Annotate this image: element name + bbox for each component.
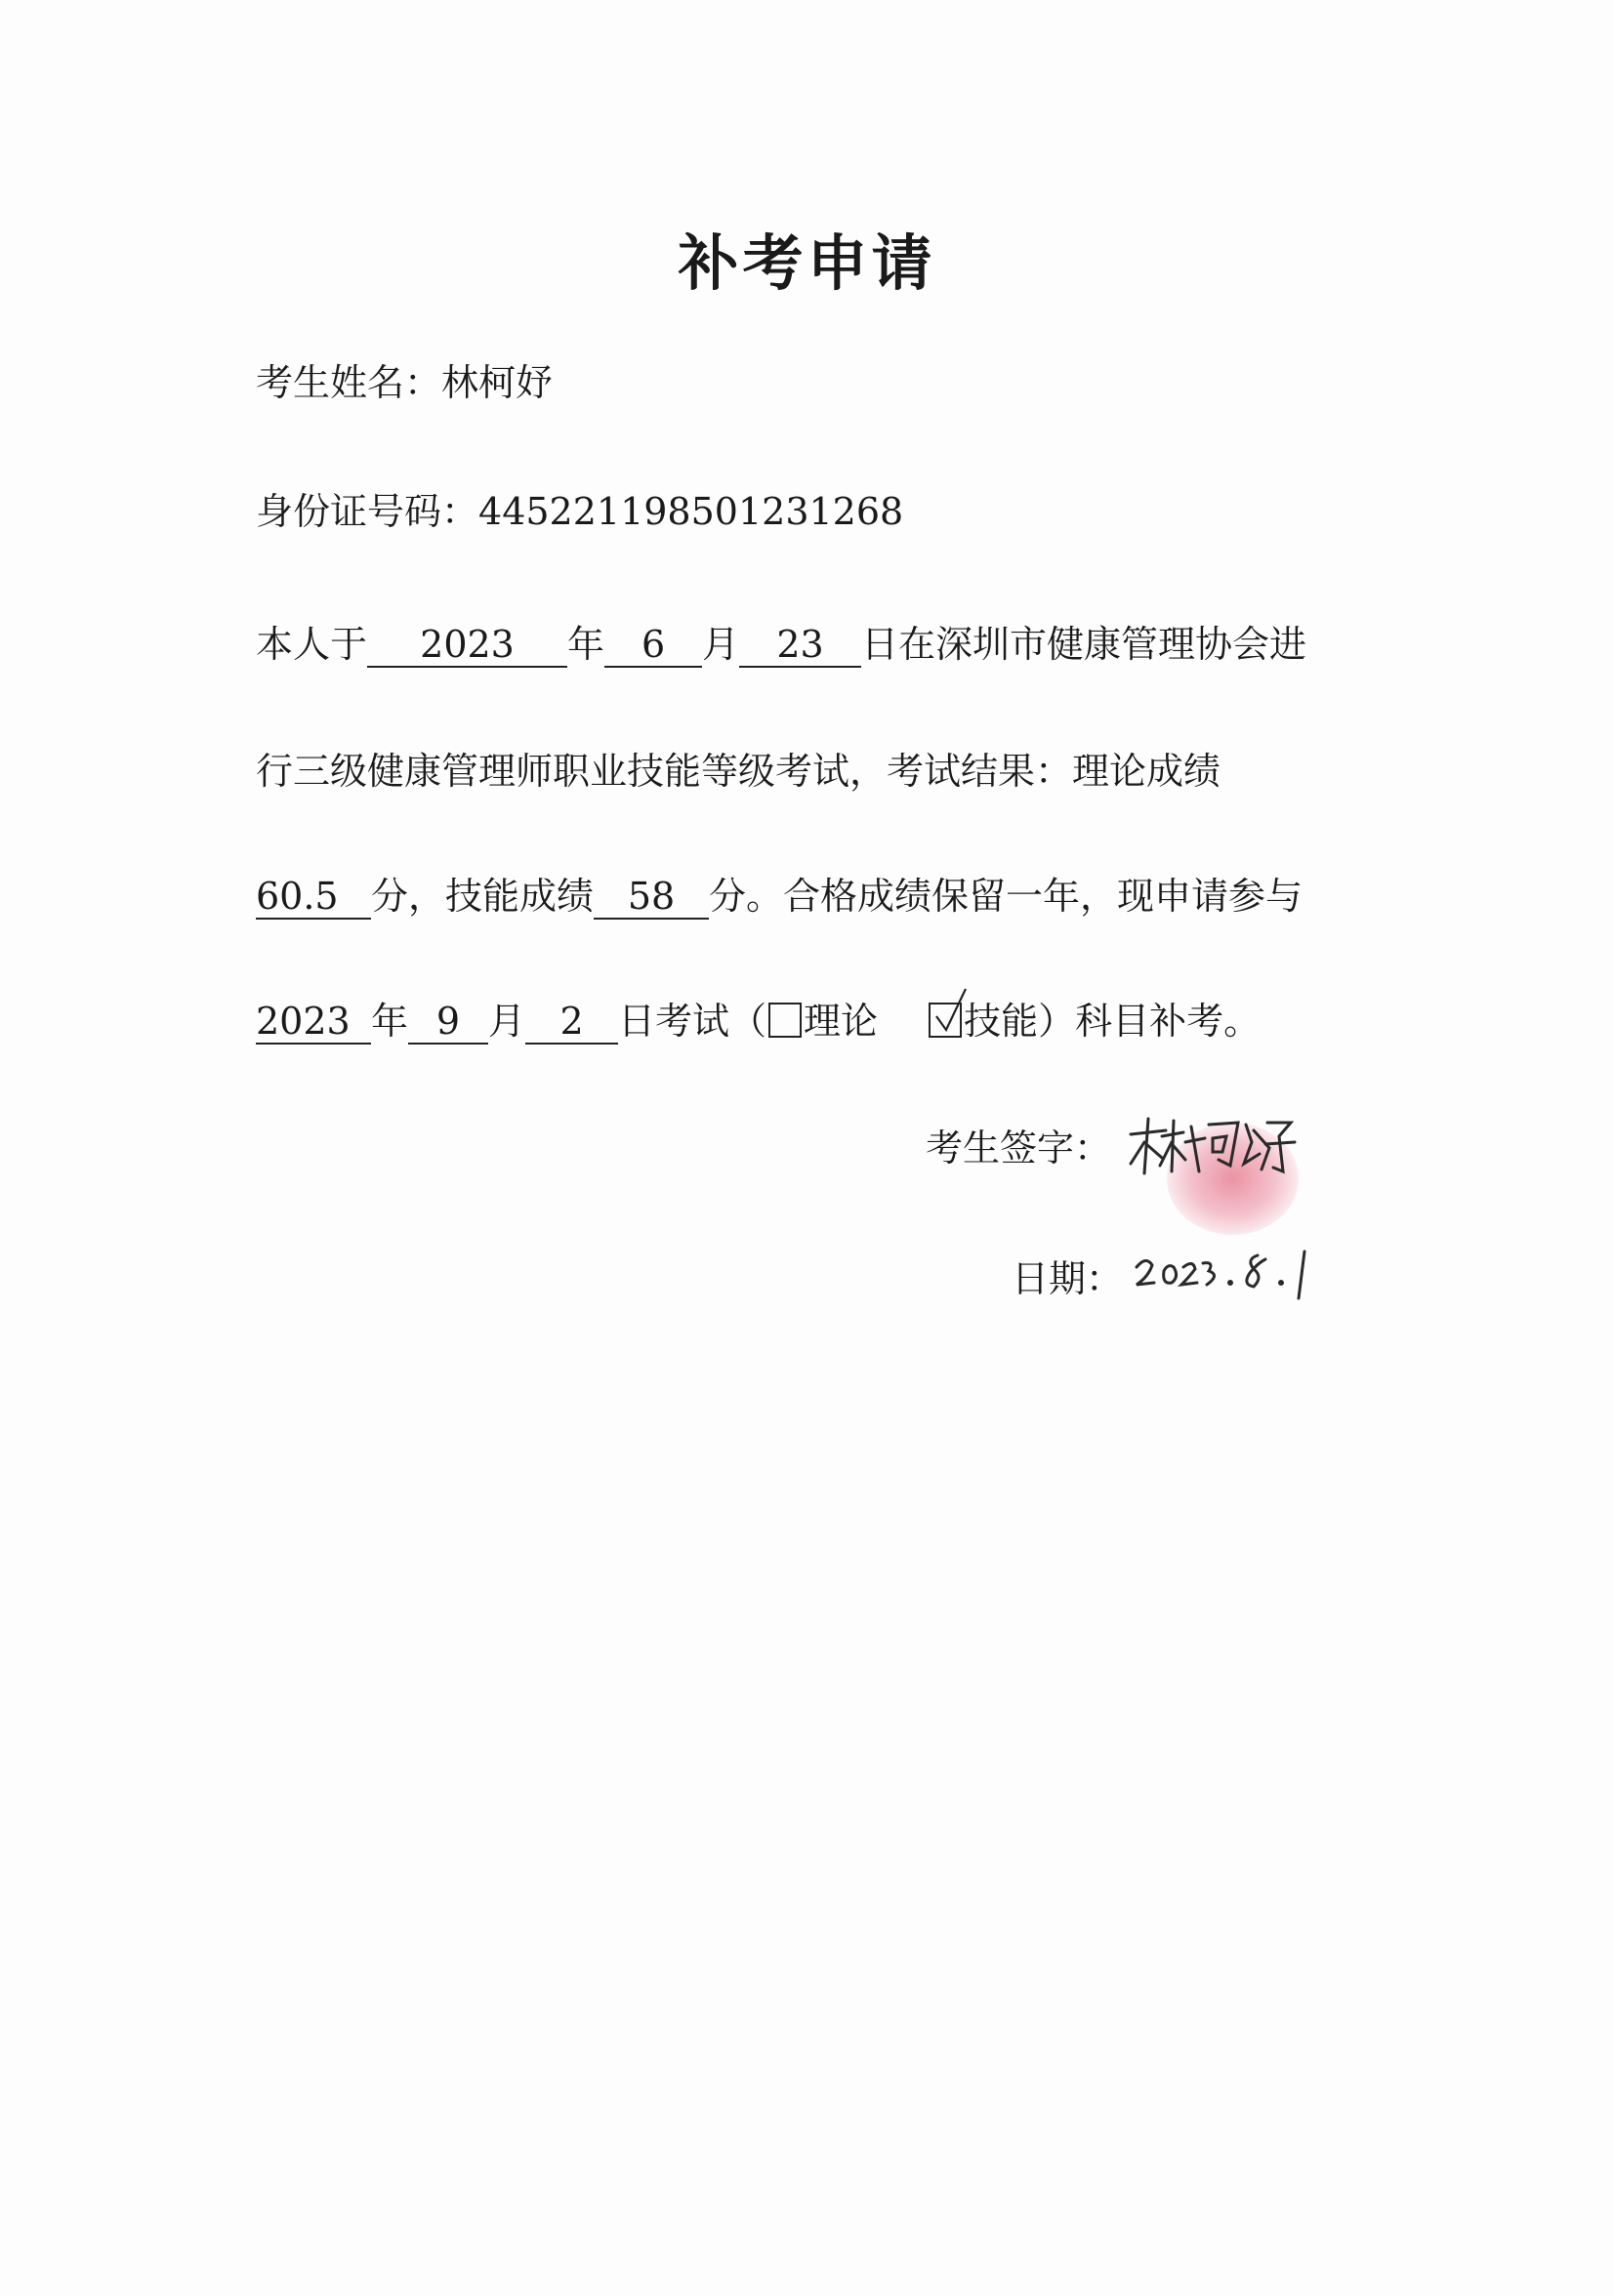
paragraph-line-4 <box>256 998 1261 1045</box>
retake-month-char: 月 <box>488 1000 526 1043</box>
exam-year: 2023 <box>367 623 567 668</box>
paragraph-line-1 <box>256 621 1306 668</box>
line4-mid: 日考试（ <box>618 1000 767 1043</box>
skill-score: 58 <box>594 875 709 920</box>
checkmark-icon <box>932 987 972 1036</box>
month-char: 月 <box>702 623 740 666</box>
name-line <box>256 359 553 406</box>
name-value: 林柯妤 <box>441 361 554 404</box>
paragraph-line-2 <box>256 748 1221 795</box>
exam-month: 6 <box>604 623 702 668</box>
retake-year-char: 年 <box>371 1000 409 1043</box>
line4-suffix: ）科目补考。 <box>1038 1000 1262 1043</box>
para-line-2-text: 行三级健康管理师职业技能等级考试，考试结果：理论成绩 <box>256 750 1221 793</box>
line3-mid: 分，技能成绩 <box>371 875 595 918</box>
retake-month: 9 <box>408 1000 488 1045</box>
theory-checkbox[interactable] <box>768 1003 802 1038</box>
handwritten-date <box>1133 1246 1318 1304</box>
year-char: 年 <box>567 623 605 666</box>
option-skill-label: 技能 <box>964 1000 1039 1043</box>
signature-label: 考生签字： <box>926 1127 1112 1169</box>
id-label: 身份证号码： <box>256 490 479 533</box>
line3-suffix: 分。合格成绩保留一年，现申请参与 <box>709 875 1304 918</box>
theory-score: 60.5 <box>256 875 371 920</box>
para-suffix: 日在深圳市健康管理协会进 <box>861 623 1307 666</box>
para-prefix: 本人于 <box>256 623 368 666</box>
id-value: 445221198501231268 <box>478 490 904 533</box>
date-label: 日期： <box>1012 1257 1124 1300</box>
id-line <box>256 488 903 535</box>
retake-year: 2023 <box>256 1000 371 1045</box>
handwritten-signature <box>1123 1113 1299 1181</box>
exam-day: 23 <box>739 623 861 668</box>
name-label: 考生姓名： <box>256 361 442 404</box>
page-title: 补考申请 <box>678 227 936 299</box>
option-theory-label: 理论 <box>804 1000 879 1043</box>
paragraph-line-3 <box>256 873 1303 920</box>
retake-day: 2 <box>525 1000 618 1045</box>
skill-checkbox[interactable] <box>929 1003 962 1038</box>
